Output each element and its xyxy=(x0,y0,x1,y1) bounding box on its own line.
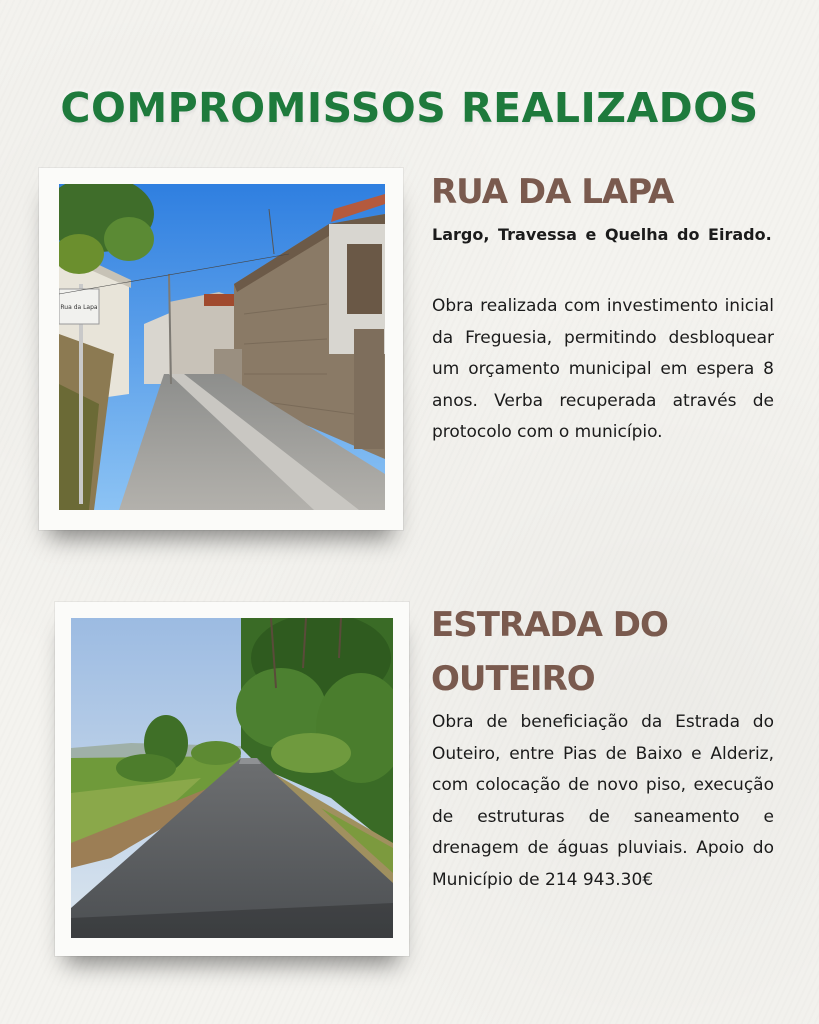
page-title: COMPROMISSOS REALIZADOS xyxy=(60,84,759,132)
rua-da-lapa-photo xyxy=(59,184,385,510)
estrada-do-outeiro-description: Obra de beneficiação da Estrada do Outeiro, entre Pias de Baixo e Alderiz, com colocação de novo piso, execução de estruturas de saneamento e drenagem de águas pluviais. Apoio do Município de 214 943.30€ xyxy=(432,712,774,890)
estrada-do-outeiro-heading: ESTRADA DO OUTEIRO xyxy=(431,605,668,699)
rua-da-lapa-subtitle: Largo, Travessa e Quelha do Eirado. xyxy=(432,225,772,244)
rua-da-lapa-heading: RUA DA LAPA xyxy=(431,172,674,212)
estrada-do-outeiro-photo-frame xyxy=(55,602,409,956)
rua-da-lapa-photo-frame xyxy=(39,168,403,530)
street-sign-text: Rua da Lapa xyxy=(60,304,98,311)
rua-da-lapa-description: Obra realizada com investimento inicial da Freguesia, permitindo desbloquear um orçamento municipal em espera 8 anos. Verba recuperada através de protocolo com o município. xyxy=(432,296,774,442)
estrada-do-outeiro-photo xyxy=(71,618,393,938)
